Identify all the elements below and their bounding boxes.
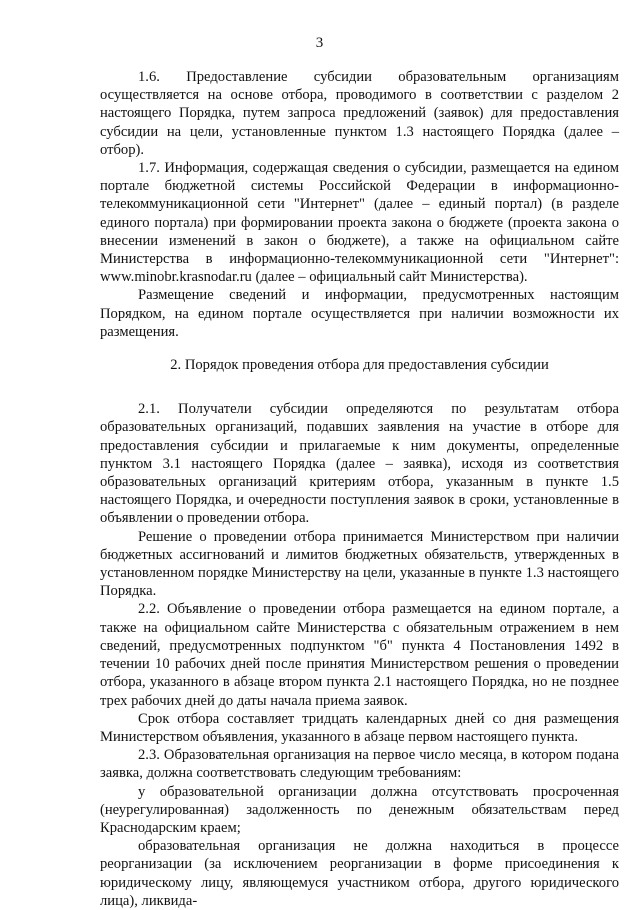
paragraph-1-7: 1.7. Информация, содержащая сведения о субсидии, размещается на едином портале бюджетной системы Российской Федерации в информационно-телекоммуникационной сети "Интернет" (далее – единый портал) (в разделе единого портала) при формировании проекта закона о бюджете (проекта закона о внесении изменений в закон о бюджете), а также на официальном сайте Министерства в информационно-телекоммуникационной сети "Интернет": www.minobr.krasnodar.ru (далее – официальный сайт Министерства).	[100, 160, 619, 286]
paragraph-requirement-debt: у образовательной организации должна отсутствовать просроченная (неурегулированная) задолженность по денежным обязательствам перед Краснодарским краем;	[100, 783, 619, 836]
paragraph-decision: Решение о проведении отбора принимается Министерством при наличии бюджетных ассигнований и лимитов бюджетных обязательств, утвержденных в установленном порядке Министерству на цели, указанные в пункте 1.3 настоящего Порядка.	[100, 528, 619, 600]
page-number: 3	[315, 35, 324, 51]
section-heading: 2. Порядок проведения отбора для предоставления субсидии	[170, 357, 549, 374]
paragraph-requirement-reorganization: образовательная организация не должна находиться в процессе реорганизации (за исключением реорганизации в форме присоединения к юридическому лицу, являющемуся участником отбора, другого юридического лица), ликвида-	[100, 838, 619, 909]
paragraph-term: Срок отбора составляет тридцать календарных дней со дня размещения Министерством объявления, указанного в абзаце первом настоящего пункта.	[100, 710, 619, 745]
paragraph-1-6: 1.6. Предоставление субсидии образовательным организациям осуществляется на основе отбора, проводимого в соответствии с разделом 2 настоящего Порядка, путем запроса предложений (заявок) для предоставления субсидии на цели, установленные пунктом 1.3 настоящего Порядка (далее – отбор).	[100, 69, 619, 158]
document-body	[100, 68, 619, 910]
paragraph-placement: Размещение сведений и информации, предусмотренных настоящим Порядком, на едином портале осуществляется при наличии возможности их размещения.	[100, 287, 619, 340]
paragraph-2-3: 2.3. Образовательная организация на первое число месяца, в котором подана заявка, должна соответствовать следующим требованиям:	[100, 747, 619, 782]
paragraph-2-2: 2.2. Объявление о проведении отбора размещается на едином портале, а также на официальном сайте Министерства с обязательным отражением в нем сведений, предусмотренных подпунктом "б" пункта 4 Постановления 1492 в течении 10 рабочих дней после принятия Министерством решения о проведении отбора, указанного в абзаце втором пункта 2.1 настоящего Порядка, но не позднее трех рабочих дней до даты начала приема заявок.	[100, 601, 619, 709]
paragraph-2-1: 2.1. Получатели субсидии определяются по результатам отбора образовательных организаций, подавших заявления на участие в отборе для предоставления субсидии и прилагаемые к ним документы, определенные пунктом 3.1 настоящего Порядка (далее – заявка), исходя из соответствия образовательных организаций критериям отбора, указанным в пункте 1.5 настоящего Порядка, и очередности поступления заявок в сроки, установленные в объявлении о проведении отбора.	[100, 401, 619, 527]
